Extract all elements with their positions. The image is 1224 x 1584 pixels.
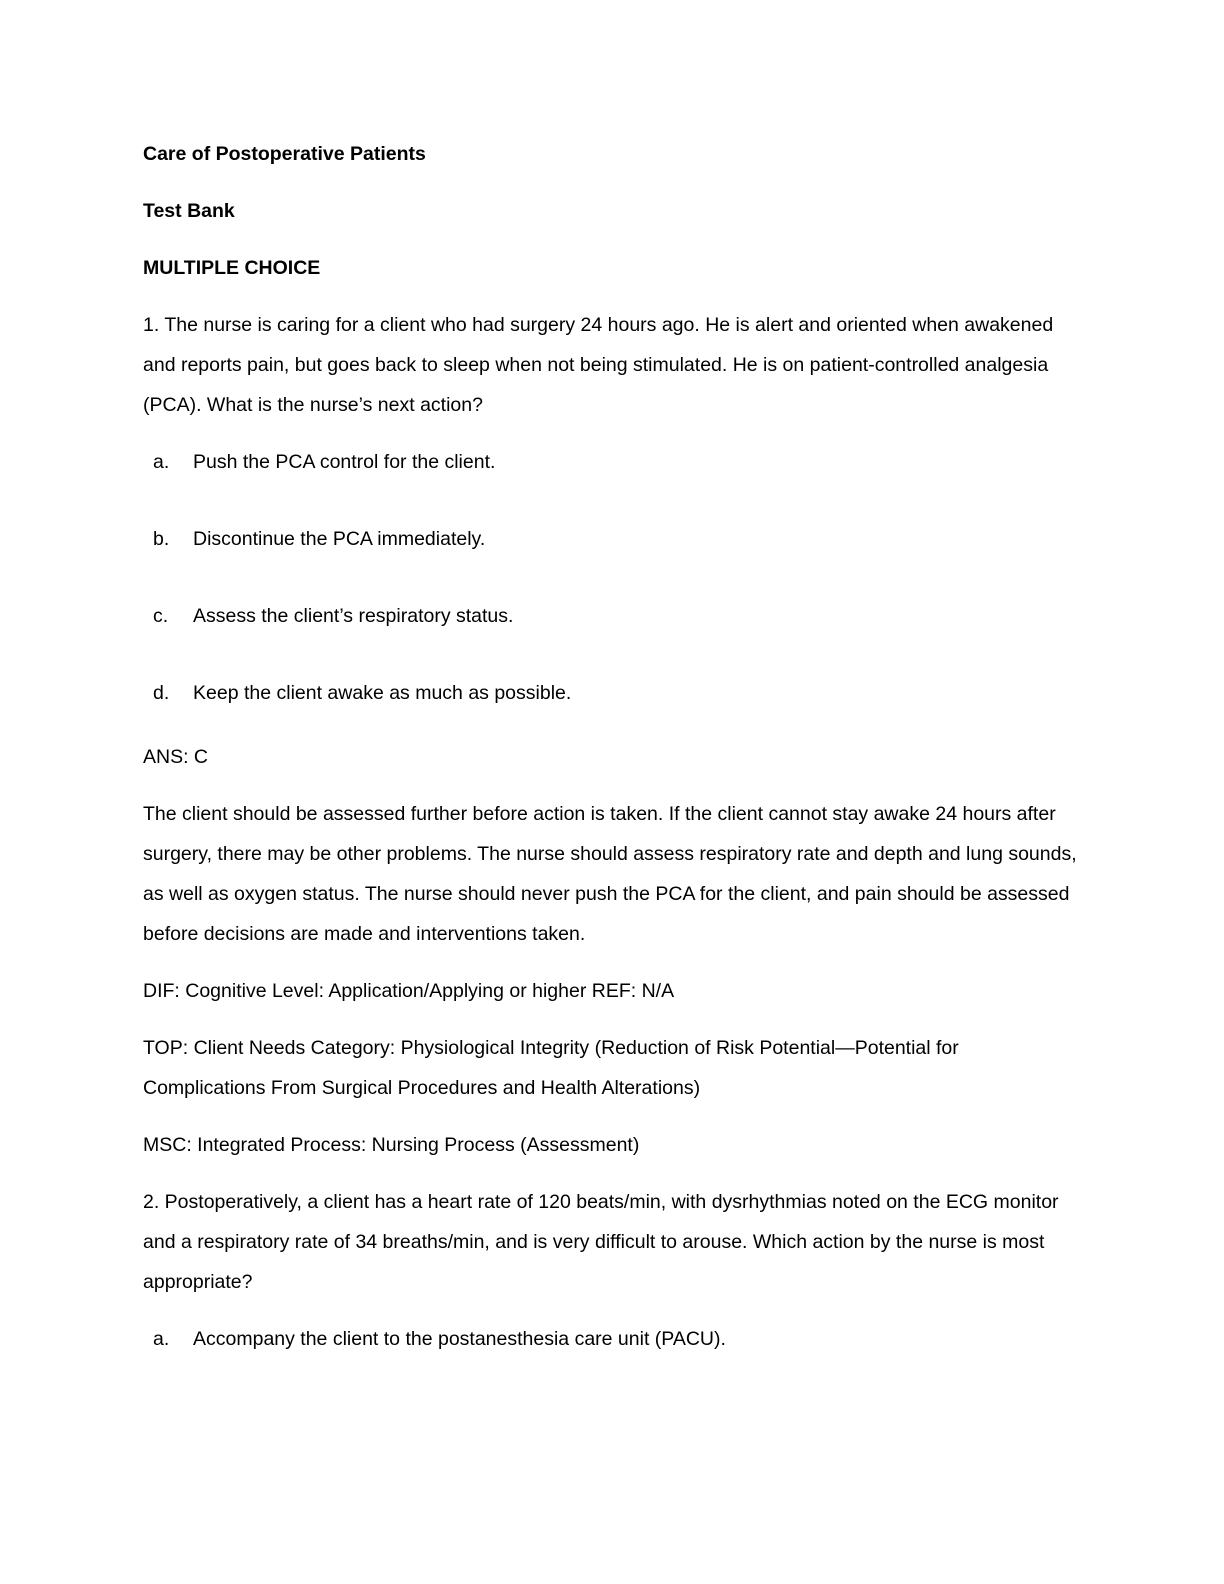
option-letter: c. — [153, 605, 169, 627]
question-1-rationale: The client should be assessed further before action is taken. If the client cannot stay awake 24 hours after surgery, there may be other problems. The nurse should assess respiratory rate and depth and lung sounds, as well as oxygen status. The nurse should never push the PCA for the client, and pain should be assessed before decisions are made and interventions taken. — [143, 803, 1077, 945]
question-1-answer: ANS: C — [143, 746, 209, 768]
option-text: Push the PCA control for the client. — [193, 451, 496, 473]
document-title: Care of Postoperative Patients — [143, 143, 426, 165]
question-2-stem: 2. Postoperatively, a client has a heart rate of 120 beats/min, with dysrhythmias noted on the ECG monitor and a respiratory rate of 34 breaths/min, and is very difficult to arouse. Which action by the nurse is most appropriate? — [143, 1191, 1059, 1293]
option-text: Keep the client awake as much as possible. — [193, 682, 572, 704]
question-1-stem: 1. The nurse is caring for a client who had surgery 24 hours ago. He is alert and oriented when awakened and reports pain, but goes back to sleep when not being stimulated. He is on patient-controlled analgesia (PCA). What is the nurse’s next action? — [143, 314, 1054, 416]
section-heading: MULTIPLE CHOICE — [143, 257, 321, 279]
option-text: Assess the client’s respiratory status. — [193, 605, 514, 627]
question-1-option-a — [143, 442, 1086, 482]
question-1-option-c — [143, 596, 1086, 636]
option-letter: a. — [153, 451, 170, 473]
question-1-dif-line: DIF: Cognitive Level: Application/Applying or higher REF: N/A — [143, 980, 675, 1002]
question-2-option-a — [143, 1319, 1086, 1359]
option-text: Accompany the client to the postanesthesia care unit (PACU). — [193, 1328, 726, 1350]
document-subtitle: Test Bank — [143, 200, 235, 222]
question-1-option-d — [143, 673, 1086, 713]
question-1-top-line: TOP: Client Needs Category: Physiological Integrity (Reduction of Risk Potential—Potential for Complications From Surgical Procedures and Health Alterations) — [143, 1037, 959, 1099]
document-content — [143, 134, 1086, 1359]
option-letter: a. — [153, 1328, 170, 1350]
question-1-option-b — [143, 519, 1086, 559]
question-1-msc-line: MSC: Integrated Process: Nursing Process (Assessment) — [143, 1134, 640, 1156]
option-letter: d. — [153, 682, 170, 704]
option-text: Discontinue the PCA immediately. — [193, 528, 486, 550]
option-letter: b. — [153, 528, 170, 550]
